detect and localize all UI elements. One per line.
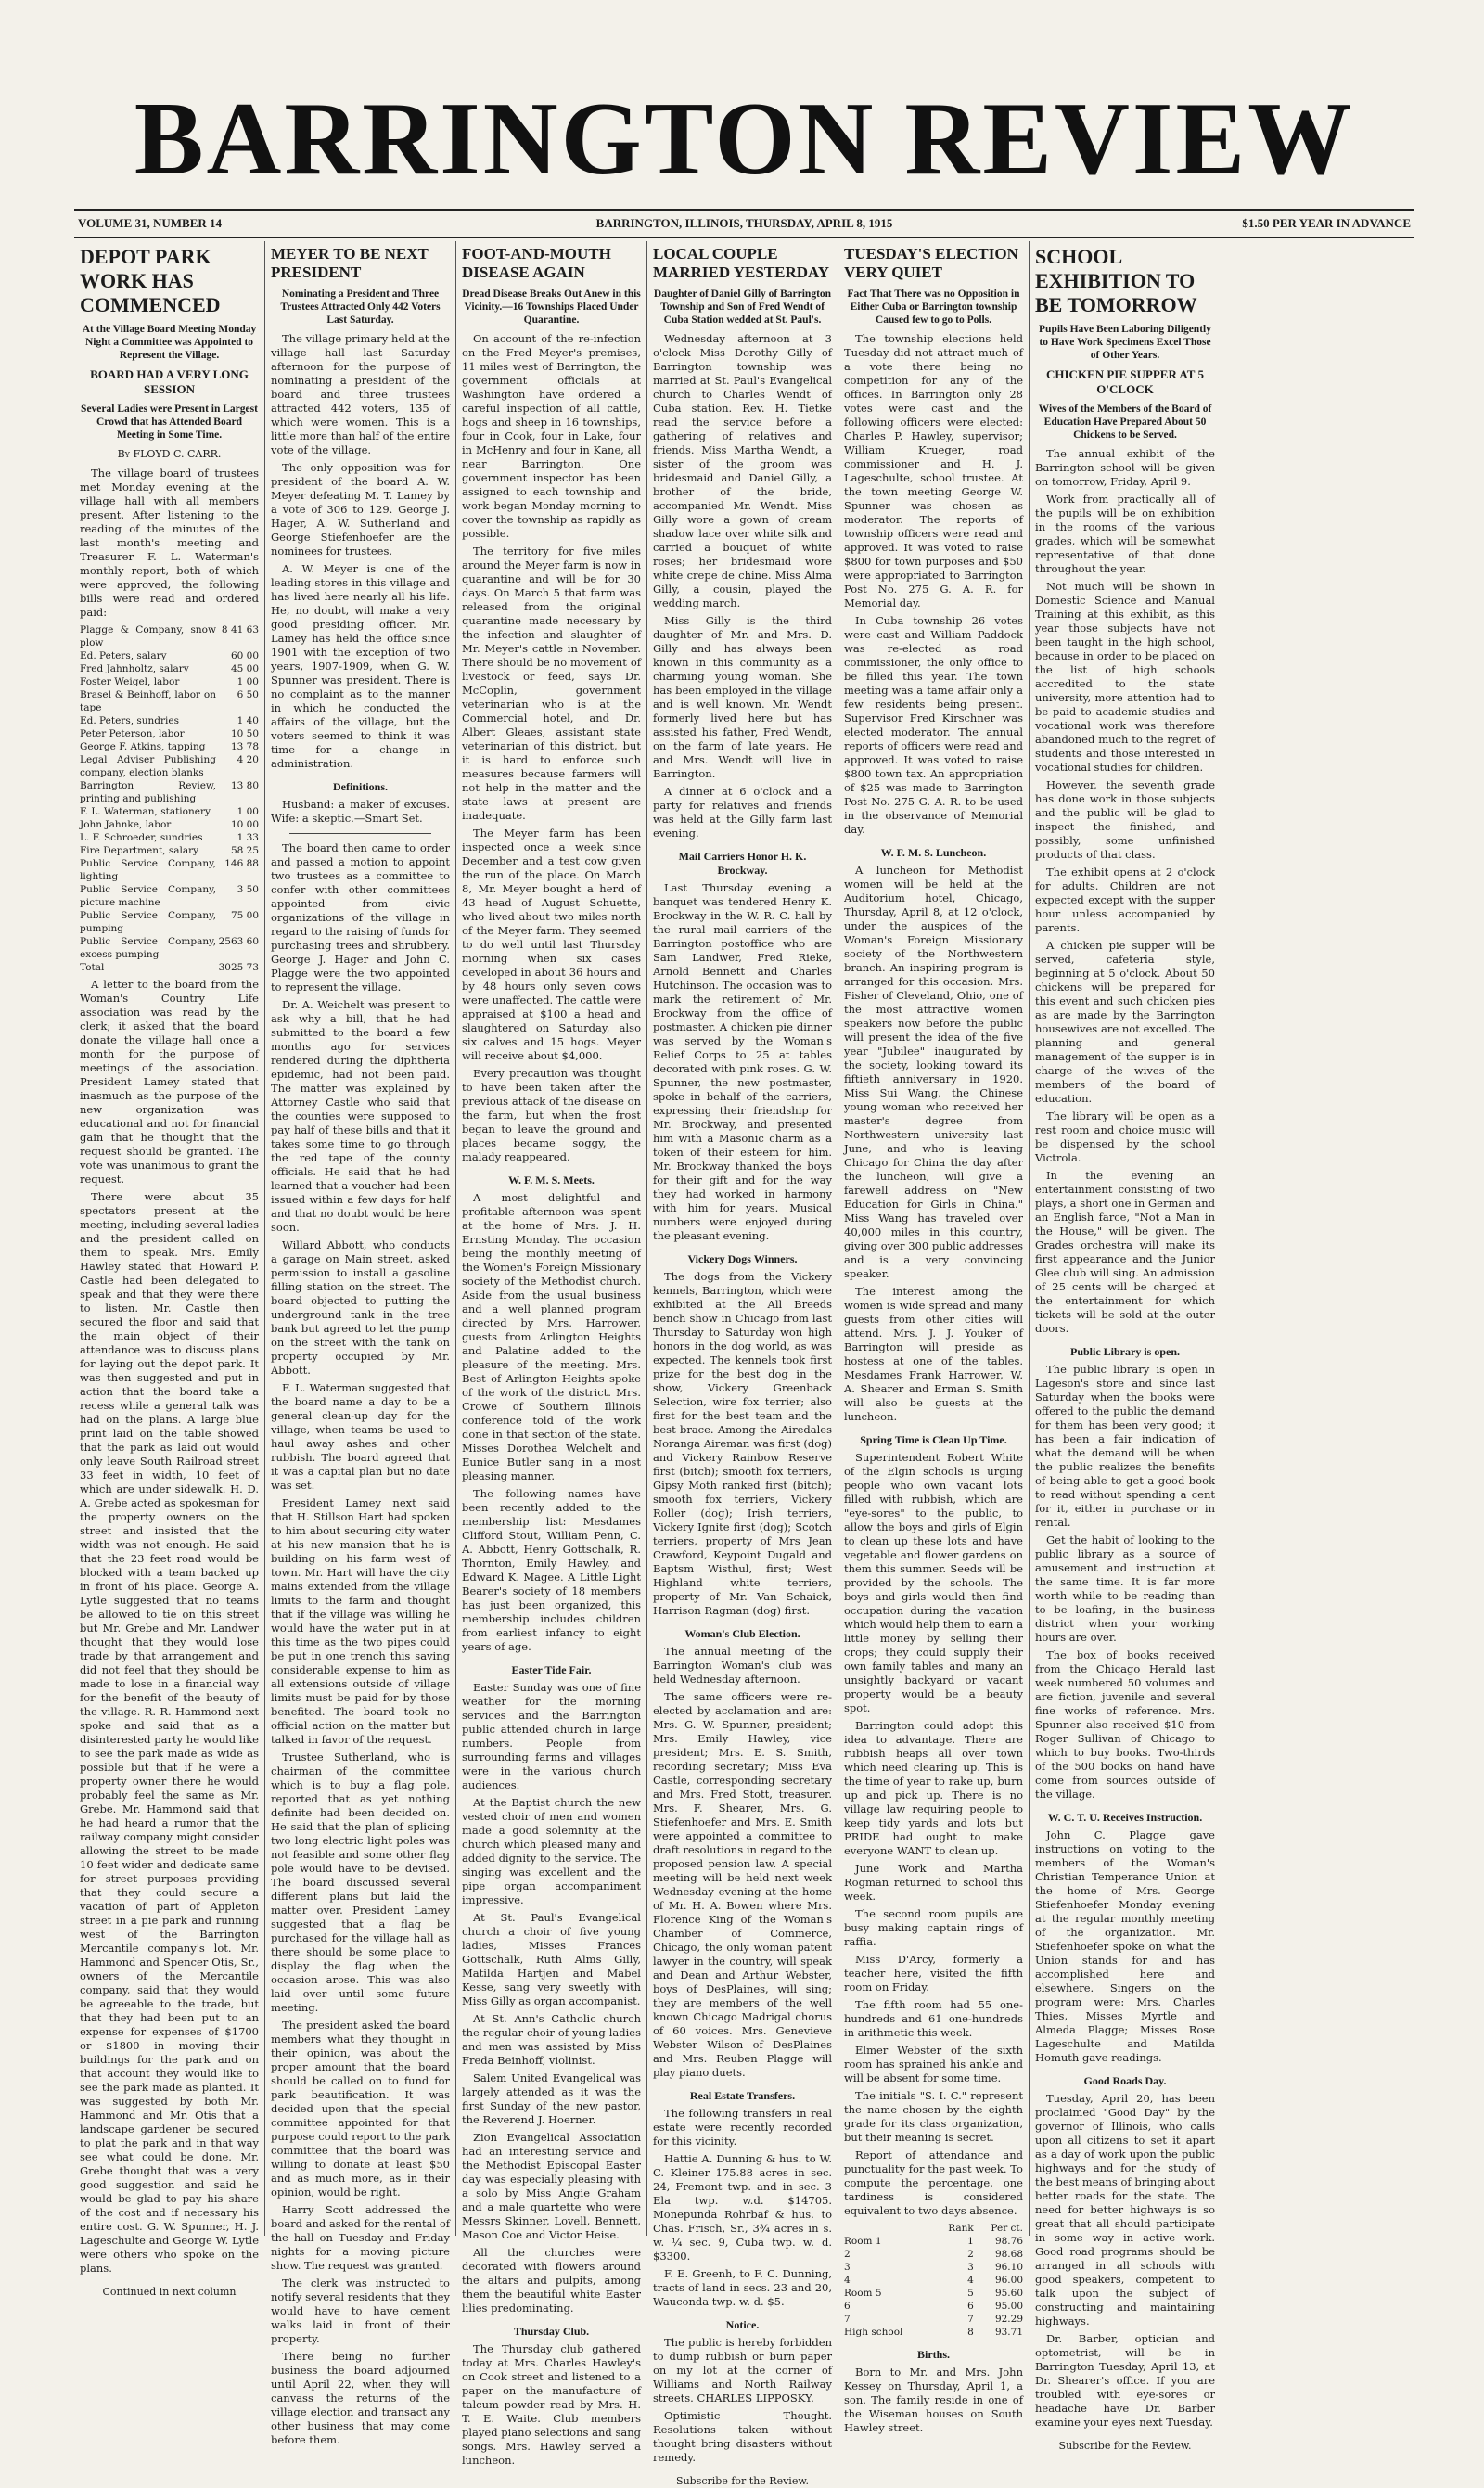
paragraph: Barrington could adopt this idea to advantage. There are rubbish heaps all over town which need clearing up. This is the time of year to rake up, burn up and pick up. There is no village law requiring people to keep tidy yards and lots but PRIDE had ought to make everyone WANT to clean up. bbox=[844, 1719, 1023, 1857]
paragraph: The annual meeting of the Barrington Woman's club was held Wednesday afternoon. bbox=[653, 1645, 832, 1686]
ledger-amount: 1 00 bbox=[237, 676, 259, 687]
paragraph: Trustee Sutherland, who is chairman of the committee which is to buy a flag pole, reported that as yet nothing definite had been decided on. He said that the plan of splicing two long electric light poles was not feasible and some other flag pole would have to be devised. The board discussed several different plans but laid the matter over. President Lamey suggested that a flag be purchased for the village hall as there should be some place to display the flag when the occasion arose. This was also laid over until some future meeting. bbox=[271, 1751, 450, 2014]
ledger-item: Plagge & Company, snow plow bbox=[80, 624, 216, 648]
ledger-row bbox=[80, 883, 259, 909]
ledger-item: Foster Weigel, labor bbox=[80, 676, 180, 687]
ledger-row bbox=[80, 675, 259, 688]
attendance-pct: 96.00 bbox=[994, 2275, 1023, 2286]
ledger-row bbox=[80, 909, 259, 935]
attendance-room: 7 bbox=[844, 2314, 851, 2325]
ledger-row bbox=[80, 727, 259, 740]
place-date: BARRINGTON, ILLINOIS, THURSDAY, APRIL 8, 1915 bbox=[595, 216, 893, 230]
table-row bbox=[844, 2326, 1023, 2339]
paragraph: The same officers were re-elected by acclamation and are: Mrs. G. W. Spunner, president; Mrs. Emily Hawley, vice president; Mrs. E. S. Smith, recording secretary; Miss Eva Castle, corresponding secretary and Mrs. Fred Stott, treasurer. Mrs. F. Shearer, Mrs. G. Stiefenhoefer and Mrs. E. Smith were appointed a committee to draft resolutions in regard to the proposed pension law. A special meeting will be held next week Wednesday evening at the home of Mr. H. A. Bowen where Mrs. Florence King of the Woman's Chamber of Commerce, Chicago, the only woman patent lawyer in the country, will speak and Dean and Arthur Webster, boys of DesPlaines, will sing; they are members of the well known Chicago Madrigal chorus of 60 voices. Mrs. Genevieve Webster Wilson of DesPlaines and Mrs. Reuben Plagge will play piano duets. bbox=[653, 1690, 832, 2079]
ledger-row bbox=[80, 779, 259, 805]
paragraph: Wednesday afternoon at 3 o'clock Miss Dorothy Gilly of Barrington township was married at St. Paul's Evangelical church to Charles Wendt of Cuba station. Rev. H. Tietke read the service before a gathering of relatives and friends. Miss Martha Wendt, a sister of the groom was bridesmaid and Daniel Gilly, a brother of the bride, accompanied Mr. Wendt. Miss Gilly wore a gown of cream shadow lace over white silk and carried a bouquet of white roses; her bridesmaid wore white crepe de chine. Miss Alma Gilly, a cousin, played the wedding march. bbox=[653, 332, 832, 609]
headline-depot-park: DEPOT PARK WORK HAS COMMENCED bbox=[80, 245, 221, 316]
paragraph: Optimistic Thought. Resolutions taken without thought bring disasters without remedy. bbox=[653, 2409, 832, 2464]
attendance-room: Room 1 bbox=[844, 2236, 882, 2247]
paragraph: The box of books received from the Chicago Herald last week numbered 50 volumes and are fiction, juvenile and several fine works of reference. Mrs. Spunner also received $10 from Roger Sullivan of Chicago to which to buy books. Two-thirds of the 500 books on hand have come from sources outside of the village. bbox=[1035, 1648, 1215, 1801]
deck-board-session: Several Ladies were Present in Largest Crowd that has Attended Board Meeting in Some Time. bbox=[81, 404, 258, 441]
paragraph: Elmer Webster of the sixth room has sprained his ankle and will be absent for some time. bbox=[844, 2044, 1023, 2084]
ledger-item: Public Service Company, pumping bbox=[80, 910, 216, 934]
paragraph: The dogs from the Vickery kennels, Barrington, which were exhibited at the All Breeds bench show in Chicago from last Thursday to Saturday won high honors in the dog world, as was expected. The kennels took first prize for the best dog in the show, Vickery Greenback Selection, wire fox terrier; also first for the best team and the best brace. Among the Airedales Noranga Aireman was first (dog) and Vickery Rainbow Reserve first (bitch); smooth fox terriers, Gipsy Moth ranked first (bitch); smooth fox terriers, Vickery Roller (dog); Irish terriers, Vickery Ignite first (dog); Scotch terriers, property of Mrs Jean Crawford, Keypoint Dugald and Baptsm Wisthul, first; West Highland white terriers, property of Mr. Van Schaick, Harrison Ragman (dog) first. bbox=[653, 1270, 832, 1617]
ledger-row bbox=[80, 714, 259, 727]
paragraph: On account of the re-infection on the Fred Meyer's premises, 11 miles west of Barrington, the government officials at Washington have ordered a careful inspection of all cattle, hogs and sheep in 16 townships, four in Cook, four in Lake, four in McHenry and four in Kane, all near Barrington. One government inspector has been assigned to each township and work began Monday morning to cover the township as rapidly as possible. bbox=[462, 332, 641, 540]
section-head-good-roads: Good Roads Day. bbox=[1083, 2074, 1167, 2087]
paragraph: Report of attendance and punctuality for the past week. To compute the percentage, one tardiness is considered equivalent to two days absence. bbox=[844, 2148, 1023, 2217]
continued-note: Continued in next column bbox=[102, 2286, 237, 2298]
paragraph: Last Thursday evening a banquet was tendered Henry K. Brockway in the W. R. C. hall by the rural mail carriers of the Barrington postoffice who are Sam Landwer, Fred Rieke, Arnold Bennett and Charles Hutchinson. The occasion was to mark the retirement of Mr. Brockway from the office of postmaster. A chicken pie dinner was served by the Woman's Relief Corps to 25 at tables decorated with pink roses. G. W. Spunner, the new postmaster, spoke in behalf of the carriers, expressing their friendship for Mr. Brockway, and presented him with a Masonic charm as a token of their esteem for him. Mr. Brockway thanked the boys for their gift and for the way they had worked in harmony with him for years. Musical numbers were enjoyed during the pleasant evening. bbox=[653, 881, 832, 1242]
paragraph: The exhibit opens at 2 o'clock for adults. Children are not expected except with the supper hour unless accompanied by parents. bbox=[1035, 866, 1215, 934]
attendance-rank: 5 bbox=[967, 2288, 974, 2299]
volume-number: VOLUME 31, NUMBER 14 bbox=[78, 216, 223, 230]
column-5 bbox=[838, 241, 1030, 2434]
deck-chicken-pie: Wives of the Members of the Board of Education Have Prepared About 50 Chickens to be Served. bbox=[1038, 404, 1212, 441]
paragraph: Hattie A. Dunning & hus. to W. C. Kleiner 175.88 acres in sec. 24, Fremont twp. and in sec. 3 Ela twp. w.d. $14705. Monepunda Rohrbaf & hus. to Chas. Frisch, Sr., 3¾ acres in s. w. ¼ sec. 9, Cuba twp. w. d. $3300. bbox=[653, 2152, 832, 2263]
attendance-room: High school bbox=[844, 2327, 903, 2338]
attendance-pct: 95.60 bbox=[994, 2288, 1023, 2299]
section-head-wfms-luncheon: W. F. M. S. Luncheon. bbox=[880, 846, 987, 859]
attendance-room: 3 bbox=[844, 2262, 851, 2273]
bills-ledger bbox=[80, 623, 259, 974]
deck-local-couple: Daughter of Daniel Gilly of Barrington Township and Son of Fred Wendt of Cuba Station wedded at St. Paul's. bbox=[653, 289, 832, 326]
section-head-vickery-dogs: Vickery Dogs Winners. bbox=[687, 1252, 798, 1265]
paragraph: The initials "S. I. C." represent the name chosen by the eighth grade for its class organization, but their meaning is secret. bbox=[844, 2089, 1023, 2144]
paragraph: The public library is open in Lageson's store and since last Saturday when the books were offered to the public the demand for them has been very good; it has been a fair indication of what the demand will be when the public realizes the benefits of being able to get a good book to read without spending a cent for it, either in purchase or in rental. bbox=[1035, 1363, 1215, 1529]
attendance-pct: 98.68 bbox=[994, 2249, 1023, 2260]
section-head-easter: Easter Tide Fair. bbox=[511, 1663, 592, 1676]
ledger-item: Peter Peterson, labor bbox=[80, 728, 185, 739]
attendance-rank: 3 bbox=[967, 2262, 974, 2273]
ledger-row bbox=[80, 857, 259, 883]
ledger-item: Fred Jahnholtz, salary bbox=[80, 663, 189, 674]
dateline-bar bbox=[74, 209, 1414, 238]
column-4 bbox=[647, 241, 838, 2487]
table-row bbox=[844, 2248, 1023, 2261]
attendance-rank: 8 bbox=[967, 2327, 974, 2338]
paragraph: A letter to the board from the Woman's Country Life association was read by the clerk; it asked that the board donate the village hall once a month for the purpose of meetings of the association. President Lamey stated that inasmuch as the purpose of the new organization was educational and not for financial gain that he thought that the request should be granted. The vote was unanimous to grant the request. bbox=[80, 978, 259, 1186]
subscribe-note: Subscribe for the Review. bbox=[676, 2475, 809, 2487]
ledger-item: John Jahnke, labor bbox=[80, 819, 172, 830]
paragraph: Born to Mr. and Mrs. John Kessey on Thursday, April 1, a son. The family reside in one of the Wiseman houses on South Hawley street. bbox=[844, 2366, 1023, 2434]
subhead-chicken-pie: CHICKEN PIE SUPPER AT 5 O'CLOCK bbox=[1046, 367, 1204, 396]
ledger-item: F. L. Waterman, stationery bbox=[80, 806, 211, 817]
paragraph: The township elections held Tuesday did not attract much of a vote there being no competition for any of the offices. In Barrington only 28 votes were cast and the following officers were elected: Charles P. Hawley, supervisor; William Krueger, road commissioner and H. J. Lageschulte, school trustee. At the town meeting George W. Spunner was chosen as moderator. The reports of township officers were read and approved. It was voted to raise $800 for town purposes and $50 were appropriated to Barrington Post No. 275 G. A. R. for Memorial day. bbox=[844, 332, 1023, 609]
ledger-item: Fire Department, salary bbox=[80, 845, 199, 856]
subhead-board-session: BOARD HAD A VERY LONG SESSION bbox=[90, 367, 249, 396]
ledger-row bbox=[80, 688, 259, 714]
deck-election: Fact That There was no Opposition in Either Cuba or Barrington township Caused few to go to Polls. bbox=[847, 289, 1020, 326]
paragraph: The second room pupils are busy making captain rings of raffia. bbox=[844, 1907, 1023, 1948]
table-row bbox=[844, 2300, 1023, 2313]
table-header-row bbox=[844, 2222, 1023, 2235]
newspaper-page bbox=[74, 19, 1414, 2487]
attendance-room: Room 5 bbox=[844, 2288, 882, 2299]
ledger-amount: 2563 60 bbox=[218, 936, 259, 947]
ledger-amount: 6 50 bbox=[237, 689, 259, 700]
table-row bbox=[844, 2287, 1023, 2300]
column-3 bbox=[456, 241, 647, 2467]
paragraph: The annual exhibit of the Barrington school will be given on tomorrow, Friday, April 9. bbox=[1035, 447, 1215, 488]
attendance-rank: 1 bbox=[967, 2236, 974, 2247]
subscription-price: $1.50 PER YEAR IN ADVANCE bbox=[1242, 216, 1411, 230]
table-row bbox=[844, 2313, 1023, 2326]
paragraph: A most delightful and profitable afternoon was spent at the home of Mrs. J. H. Ernsting Monday. The occasion being the monthly meeting of the Women's Foreign Missionary society of the Methodist church. Aside from the usual business and a well planned program directed by Mrs. Harrower, guests from Arlington Heights and Palatine added to the pleasure of the meeting. Mrs. Best of Arlington Heights spoke of the work of the district. Mrs. Crowe of Southern Illinois conference told of the work done in that section of the state. Misses Dorothea Welchelt and Eunice Butler sang in a most pleasing manner. bbox=[462, 1191, 641, 1482]
ledger-row bbox=[80, 805, 259, 818]
paragraph: The Meyer farm has been inspected once a week since December and a test cow given the run of the place. On March 8, Mr. Meyer bought a herd of 43 head of August Schuette, who lived about two miles north of the Meyer farm. They seemed to do well until last Thursday morning when six cases developed in about 36 hours and by 48 hours only seven cows were unaffected. The cattle were appraised at $100 a head and slaughtered on Saturday, also six calves and 15 hogs. Meyer will receive about $4,000. bbox=[462, 827, 641, 1062]
paragraph: President Lamey next said that H. Stillson Hart had spoken to him about securing city water at his new mansion that he is building on his farm west of town. Mr. Hart will have the city mains extended from the village limits to the farm and thought that if the village was willing he would have the water put in at this time as the two pipes could be put in one trench this saving considerable expense to him as all extensions outside of village limits must be paid for by those benefited. The board took no official action on the matter but talked in favor of the request. bbox=[271, 1496, 450, 1746]
paragraph: In the evening an entertainment consisting of two plays, a short one in German and an English farce, "Not a Man in the House," will be given. The Grades orchestra will make its first appearance and the Junior Glee club will sing. An admission of 25 cents will be charged at the entertainment for which tickets will be sold at the outer doors. bbox=[1035, 1169, 1215, 1335]
paragraph: There were about 35 spectators present at the meeting, including several ladies and the president called on them to speak. Mrs. Emily Hawley stated that Howard P. Castle had been delegated to speak and that they were there to listen. Mr. Castle then secured the floor and said that the main object of their attendance was to discuss plans for laying out the depot park. It was then suggested and put in action that the board take a recess while a general talk was had on the plans. A large blue print laid on the table showed that the park as laid out would only leave South Railroad street 33 feet in width, 10 feet of which are under sidewalk. H. D. A. Grebe acted as spokesman for the property owners on the street and insisted that the width was not enough. He said that the 23 feet road would be blocked with a team backed up in front of his place. George A. Lytle suggested that no teams be allowed to tie on this street but Mr. Grebe and Mr. Landwer thought that they would lose trade by that arrangement and did not feel that they should be made to lose in a financial way for the benefit of the beauty of the village. R. R. Hammond next spoke and said that as a disinterested party he would like to see the park made as wide as possible but that if he were a property owner there he would probably feel the same as Mr. Grebe. Mr. Hammond said that he had heard a rumor that the railway company might consider allowing the street to be made 10 feet wider and dedicate same for street purposes providing that they could secure a vacation of part of Appleton street in a pie park and running west of the Barrington Mercantile company's lot. Mr. Hammond and Spencer Otis, Sr., owners of the Mercantile company, said that they would be agreeable to the trade, but that they had been put to an expense for expenses of $1700 or $1800 in moving their buildings for the park and on that account they would like to see the park made as planted. It was suggested by both Mr. Hammond and Mr. Otis that a landscape gardener be secured to plat the park and in that way see what could be done. Mr. Grebe thought that was a very good suggestion and said he would be glad to pay his share of the cost and if necessary his entire cost. G. W. Spunner, H. J. Lageschulte and George W. Lytle were others who spoke on the plans. bbox=[80, 1190, 259, 2275]
ledger-row bbox=[80, 831, 259, 844]
paragraph: Miss D'Arcy, formerly a teacher here, visited the fifth room on Friday. bbox=[844, 1953, 1023, 1994]
attendance-rank: 2 bbox=[967, 2249, 974, 2260]
paragraph: The village board of trustees met Monday evening at the village hall with all members present. After listening to the reading of the minutes of the last month's meeting and Treasurer F. L. Waterman's monthly report, both of which were approved, the following bills were read and ordered paid: bbox=[80, 467, 259, 619]
paragraph: Get the habit of looking to the public library as a source of amusement and instruction at the same time. It is far more worth while to be reading than to be loafing, in the business district when your working hours are over. bbox=[1035, 1533, 1215, 1644]
section-head-wfms: W. F. M. S. Meets. bbox=[508, 1173, 595, 1186]
ledger-row bbox=[80, 753, 259, 779]
ledger-item: Public Service Company, lighting bbox=[80, 858, 216, 882]
ledger-row bbox=[80, 649, 259, 662]
ledger-amount: 58 25 bbox=[230, 845, 259, 856]
deck-foot-mouth: Dread Disease Breaks Out Anew in this Vicinity.—16 Townships Placed Under Quarantine. bbox=[462, 289, 641, 326]
paragraph: A dinner at 6 o'clock and a party for relatives and friends was held at the Gilly farm last evening. bbox=[653, 785, 832, 840]
section-head-spring-cleanup: Spring Time is Clean Up Time. bbox=[860, 1433, 1007, 1446]
ledger-row bbox=[80, 623, 259, 649]
ledger-amount: 3 50 bbox=[237, 884, 259, 895]
paragraph: June Work and Martha Rogman returned to school this week. bbox=[844, 1862, 1023, 1903]
paragraph: The territory for five miles around the Meyer farm is now in quarantine and will be for 30 days. On March 5 that farm was released from the original quarantine made necessary by the infection and slaughter of Mr. Meyer's cattle in November. There should be no movement of livestock or feed, says Dr. McCoplin, government veterinarian who is at the Commercial hotel, and Dr. Albert Gleaes, assistant state veterinarian of this district, but it is hard to enforce such measures because farmers will not help in the matter and the state laws at present are inadequate. bbox=[462, 545, 641, 822]
attendance-table bbox=[844, 2222, 1023, 2339]
ledger-amount: 60 00 bbox=[230, 650, 259, 661]
ledger-amount: 4 20 bbox=[237, 754, 259, 765]
paragraph: The library will be open as a rest room and choice music will be dispensed by the school Victrola. bbox=[1035, 1109, 1215, 1164]
ledger-item: George F. Atkins, tapping bbox=[80, 741, 206, 752]
paragraph: The only opposition was for president of the board A. W. Meyer defeating M. T. Lamey by a vote of 306 to 129. George J. Hager, A. W. Sutherland and George Stiefenhoefer are the nominees for trustees. bbox=[271, 461, 450, 558]
column-6 bbox=[1030, 241, 1221, 2452]
divider bbox=[289, 833, 431, 834]
attendance-rank: 4 bbox=[967, 2275, 974, 2286]
paragraph: The village primary held at the village hall last Saturday afternoon for the purpose of nominating a president of the board and three trustees attracted 442 voters, 135 of which were women. This is a little more than half of the entire vote of the village. bbox=[271, 332, 450, 456]
column-2 bbox=[265, 241, 456, 2446]
attendance-pct: 92.29 bbox=[994, 2314, 1023, 2325]
header-percent: Per ct. bbox=[991, 2223, 1023, 2234]
paragraph: Miss Gilly is the third daughter of Mr. and Mrs. D. Gilly and has always been known in this community as a charming young woman. She has been employed in the village and is well known. Mr. Wendt formerly lived here but has assisted his father, Fred Wendt, on the farm of late years. He and Mrs. Wendt will live in Barrington. bbox=[653, 614, 832, 780]
paragraph: At the Baptist church the new vested choir of men and women made a good solemnity at the church which pleased many and added dignity to the service. The singing was excellent and the pipe organ accompaniment impressive. bbox=[462, 1796, 641, 1906]
ledger-amount: 3025 73 bbox=[218, 962, 259, 973]
attendance-room: 2 bbox=[844, 2249, 851, 2260]
paragraph: At St. Paul's Evangelical church a choir of five young ladies, Misses Frances Gottschalk, Ruth Alms Gilly, Matilda Hartjen and Mabel Kesse, sang very sweetly with Miss Gilly as organ accompanist. bbox=[462, 1911, 641, 2007]
ledger-item: L. F. Schroeder, sundries bbox=[80, 832, 203, 843]
headline-foot-mouth: FOOT-AND-MOUTH DISEASE AGAIN bbox=[462, 245, 611, 281]
paragraph: Every precaution was thought to have been taken after the previous attack of the disease on the farm, but when the frost began to leave the ground and places became soggy, the malady reappeared. bbox=[462, 1067, 641, 1163]
ledger-item: Barrington Review, printing and publishing bbox=[80, 780, 216, 804]
paragraph: Easter Sunday was one of fine weather for the morning services and the Barrington public attended church in large numbers. People from surrounding farms and villages were in the various church audiences. bbox=[462, 1681, 641, 1791]
paragraph: F. E. Greenh, to F. C. Dunning, tracts of land in secs. 23 and 20, Wauconda twp. w. d. $5. bbox=[653, 2267, 832, 2308]
attendance-pct: 95.00 bbox=[994, 2301, 1023, 2312]
ledger-item: Brasel & Beinhoff, labor on tape bbox=[80, 689, 216, 713]
ledger-amount: 1 33 bbox=[237, 832, 259, 843]
section-head-womans-club: Woman's Club Election. bbox=[684, 1627, 800, 1640]
paragraph: Dr. Barber, optician and optometrist, will be in Barrington Tuesday, April 13, at Dr. Shearer's office. If you are troubled with eye-sores or headache have Dr. Barber examine your eyes next Tuesday. bbox=[1035, 2332, 1215, 2429]
section-head-mail-carriers: Mail Carriers Honor H. K. Brockway. bbox=[678, 850, 807, 877]
paragraph: All the churches were decorated with flowers around the altars and pulpits, among them the beautiful white Easter lilies predominating. bbox=[462, 2246, 641, 2315]
ledger-row bbox=[80, 740, 259, 753]
header-room bbox=[844, 2222, 934, 2235]
deck-meyer: Nominating a President and Three Trustees Attracted Only 442 Voters Last Saturday. bbox=[280, 289, 441, 326]
ledger-item: Ed. Peters, salary bbox=[80, 650, 167, 661]
headline-local-couple: LOCAL COUPLE MARRIED YESTERDAY bbox=[653, 245, 830, 281]
attendance-rank: 7 bbox=[967, 2314, 974, 2325]
ledger-item: Ed. Peters, sundries bbox=[80, 715, 179, 726]
header-rank: Rank bbox=[948, 2223, 974, 2234]
deck-depot-park: At the Village Board Meeting Monday Night a Committee was Appointed to Represent the Village. bbox=[82, 324, 257, 361]
paragraph: Tuesday, April 20, has been proclaimed "Good Day" by the governor of Illinois, who calls upon all citizens to set it apart as a day of work upon the public highways and for the study of the best means of bringing about better roads for the state. The need for better highways is so great that all should participate in some way in active work. Good road programs should be arranged in all schools with good speakers, competent to talk upon the subject of constructing and maintaining highways. bbox=[1035, 2092, 1215, 2328]
paragraph: Harry Scott addressed the board and asked for the rental of the hall on Tuesday and Friday nights for a moving picture show. The request was granted. bbox=[271, 2203, 451, 2272]
section-head-notice: Notice. bbox=[725, 2318, 760, 2331]
paragraph: In Cuba township 26 votes were cast and William Paddock was re-elected as road commissioner, the only office to be filled this year. The town meeting was a tame affair only a few residents being present. Supervisor Fred Kirschner was elected moderator. The annual reports of officers were read and approved. It was voted to raise $800 town tax. An appropriation of $25 was made to Barrington Post No. 275 G. A. R. to be used in the observance of Memorial day. bbox=[844, 614, 1023, 836]
attendance-room: 6 bbox=[844, 2301, 851, 2312]
paragraph: The public is hereby forbidden to dump rubbish or burn paper on my lot at the corner of Williams and North Railway streets. CHARLES LIPPOSKY. bbox=[653, 2336, 832, 2405]
ledger-item: Legal Adviser Publishing company, election blanks bbox=[80, 754, 216, 778]
section-head-wctu: W. C. T. U. Receives Instruction. bbox=[1047, 1811, 1203, 1824]
paragraph: Husband: a maker of excuses. Wife: a skeptic.—Smart Set. bbox=[271, 798, 450, 825]
table-row bbox=[844, 2235, 1023, 2248]
paragraph: At St. Ann's Catholic church the regular choir of young ladies and men was assisted by Miss Freda Beinhoff, violinist. bbox=[462, 2012, 641, 2067]
ledger-row bbox=[80, 961, 259, 974]
ledger-amount: 10 00 bbox=[230, 819, 259, 830]
paragraph: Superintendent Robert White of the Elgin schools is urging people who own vacant lots filled with rubbish, which are "eye-sores" to the public, to allow the boys and girls of Elgin to clean up these lots and have vegetable and flower gardens on them this summer. Seeds will be provided by the schools. The boys and girls would then find occupation during the vacation which would help them to earn a little money by selling their crops; they could supply their own family tables and many an unsightly backyard or vacant property would be a beauty spot. bbox=[844, 1451, 1023, 1714]
paragraph: Salem United Evangelical was largely attended as it was the first Sunday of the new pastor, the Reverend J. Hoerner. bbox=[462, 2071, 641, 2126]
attendance-rank: 6 bbox=[967, 2301, 974, 2312]
attendance-pct: 93.71 bbox=[994, 2327, 1023, 2338]
ledger-amount: 75 00 bbox=[230, 910, 259, 921]
paragraph: The following transfers in real estate were recently recorded for this vicinity. bbox=[653, 2107, 832, 2148]
section-head-births: Births. bbox=[916, 2348, 950, 2361]
attendance-pct: 96.10 bbox=[994, 2262, 1023, 2273]
article-columns bbox=[74, 241, 1414, 2487]
ledger-amount: 146 88 bbox=[224, 858, 259, 869]
ledger-item: Public Service Company, excess pumping bbox=[80, 936, 216, 960]
masthead-title: BARRINGTON REVIEW bbox=[134, 82, 1355, 197]
paragraph: F. L. Waterman suggested that the board name a day to be a general clean-up day for the village, when teams be used to haul away ashes and other rubbish. The board agreed that it was a capital plan but no date was set. bbox=[271, 1381, 450, 1492]
paragraph: A chicken pie supper will be served, cafeteria style, beginning at 5 o'clock. About 50 chickens will be prepared for this event and such chicken pies as are made by the Barrington housewives are not excelled. The planning and general management of the supper is in charge of the wives of the members of the board of education. bbox=[1035, 939, 1215, 1105]
paragraph: The following names have been recently added to the membership list: Mesdames Clifford Stout, William Penn, C. A. Abbott, Henry Gottschalk, R. Thornton, Emily Hawley, and Edward K. Magee. A Little Light Bearer's society of 18 members has just been organized, this membership includes children from earliest infancy to eight years of age. bbox=[462, 1487, 641, 1653]
paragraph: Dr. A. Weichelt was present to ask why a bill, that he had submitted to the board a few months ago for services rendered during the diphtheria epidemic, had not been paid. The matter was explained by Attorney Castle who said that the counties were supposed to pay half of these bills and that it takes some time to go through the red tape of the county officials. He said that he had learned that a voucher had been issued within a few days for half and that no doubt would be here soon. bbox=[271, 998, 450, 1234]
paragraph: John C. Plagge gave instructions on voting to the members of the Woman's Christian Temperance Union at the home of Mrs. George Stiefenhoefer Monday evening at the regular monthly meeting of the organization. Mr. Stiefenhoefer spoke on what the Union stands for and has accomplished here and elsewhere. Singers on the program were: Mrs. Charles Thies, Misses Myrtle and Almeda Plagge; Misses Rose Lageschulte and Matilda Homuth gave readings. bbox=[1035, 1828, 1215, 2064]
section-head-definitions: Definitions. bbox=[332, 780, 388, 793]
ledger-item: Total bbox=[80, 962, 105, 973]
ledger-amount: 8 41 63 bbox=[221, 624, 259, 635]
ledger-amount: 1 40 bbox=[237, 715, 259, 726]
paragraph: The president asked the board members what they thought in their opinion, was about the proper amount that the board should be called on to fund for park beautification. It was decided upon that the special committee appointed for that purpose could report to the park committee that the board was willing to donate at least $50 and as much more, as in their opinion, would be right. bbox=[271, 2019, 450, 2199]
attendance-pct: 98.76 bbox=[994, 2236, 1023, 2247]
ledger-amount: 13 80 bbox=[230, 780, 259, 791]
headline-school-exhibition: SCHOOL EXHIBITION TO BE TOMORROW bbox=[1035, 245, 1197, 316]
ledger-row bbox=[80, 935, 259, 961]
subscribe-note: Subscribe for the Review. bbox=[1058, 2440, 1192, 2452]
paragraph: The board then came to order and passed a motion to appoint two trustees as a committee to confer with other committees appointed from civic organizations of the village in regard to the raising of funds for purchasing trees and shrubbery. George J. Hager and John C. Plagge were the two appointed to represent the village. bbox=[271, 841, 450, 994]
paragraph: Not much will be shown in Domestic Science and Manual Training at this exhibit, as this year those subjects have not been taught in the high school, because in order to be placed on the list of high schools accredited to the state university, more attention had to be paid to academic studies and vocational work was therefore abandoned much to the regret of students and those interested in vocational studies for children. bbox=[1035, 580, 1215, 774]
paragraph: Zion Evangelical Association had an interesting service and the Methodist Episcopal Easter day was especially pleasing with a solo by Miss Angie Graham and a male quartette who were Messrs Skinner, Lovell, Bennett, Mason Coe and Victor Heise. bbox=[462, 2131, 641, 2241]
paragraph: The interest among the women is wide spread and many guests from other cities will attend. Mrs. J. J. Youker of Barrington will preside as hostess at one of the tables. Mesdames Frank Harrower, W. A. Shearer and Erman S. Smith will also be guests at the luncheon. bbox=[844, 1285, 1023, 1423]
paragraph: Willard Abbott, who conducts a garage on Main street, asked permission to install a gasoline filling station on the street. The board objected to putting the underground tank in the tree bank but agreed to let the pump on the street with the tank on property occupied by Mr. Abbott. bbox=[271, 1238, 450, 1377]
ledger-row bbox=[80, 844, 259, 857]
deck-school-exhibition: Pupils Have Been Laboring Diligently to Have Work Specimens Excel Those of Other Years. bbox=[1039, 324, 1211, 361]
column-1 bbox=[74, 241, 265, 2298]
paragraph: Work from practically all of the pupils will be on exhibition in the rooms of the various grades, which will be somewhat representative of that done throughout the year. bbox=[1035, 493, 1215, 575]
ledger-row bbox=[80, 818, 259, 831]
ledger-amount: 1 00 bbox=[237, 806, 259, 817]
section-head-real-estate: Real Estate Transfers. bbox=[689, 2089, 796, 2102]
attendance-room: 4 bbox=[844, 2275, 851, 2286]
ledger-amount: 10 50 bbox=[230, 728, 259, 739]
ledger-row bbox=[80, 662, 259, 675]
paragraph: The Thursday club gathered today at Mrs. Charles Hawley's on Cook street and listened to a paper on the manufacture of talcum powder read by Mrs. H. T. E. Waite. Club members played piano selections and sang songs. Mrs. Hawley served a luncheon. bbox=[462, 2342, 641, 2467]
paragraph: The fifth room had 55 one-hundreds and 61 one-hundreds in arithmetic this week. bbox=[844, 1998, 1023, 2039]
paragraph: The clerk was instructed to notify several residents that they would have to have cement walks laid in front of their property. bbox=[271, 2276, 450, 2345]
byline: By FLOYD C. CARR. bbox=[117, 448, 222, 460]
ledger-amount: 45 00 bbox=[230, 663, 259, 674]
ledger-amount: 13 78 bbox=[230, 741, 259, 752]
section-head-thursday-club: Thursday Club. bbox=[513, 2325, 590, 2338]
headline-election: TUESDAY'S ELECTION VERY QUIET bbox=[844, 245, 1018, 281]
paragraph: However, the seventh grade has done work in those subjects and the public will be glad to inspect the finished, and possibly, some unfinished products of that class. bbox=[1035, 778, 1215, 861]
headline-meyer: MEYER TO BE NEXT PRESIDENT bbox=[271, 245, 429, 281]
paragraph: There being no further business the board adjourned until April 22, when they will canvass the returns of the village election and transact any other business that may come before them. bbox=[271, 2350, 450, 2446]
section-head-public-library: Public Library is open. bbox=[1069, 1345, 1180, 1358]
ledger-item: Public Service Company, picture machine bbox=[80, 884, 216, 908]
paragraph: A. W. Meyer is one of the leading stores in this village and has lived here nearly all his life. He, no doubt, will make a very good presiding officer. Mr. Lamey has held the office since 1901 with the exception of two years, 1907-1909, when G. W. Spunner was president. There is no complaint as to the manner in which he conducted the affairs of the village, but the voters seemed to think it was time for a change in administration. bbox=[271, 562, 450, 770]
table-row bbox=[844, 2274, 1023, 2287]
table-row bbox=[844, 2261, 1023, 2274]
paragraph: A luncheon for Methodist women will be held at the Auditorium hotel, Chicago, Thursday, April 8, at 12 o'clock, under the auspices of the Woman's Foreign Missionary society of the Northwestern branch. An inspiring program is arranged for this occasion. Mrs. Fisher of Cleveland, Ohio, one of the most attractive women speakers now before the public will present the idea of the five year "Jubilee" inaugurated by the society, looking toward its fiftieth anniversary in 1920. Miss Sui Wang, the Chinese young woman who received her master's degree from Northwestern university last June, and who is leaving Chicago for China the day after the luncheon, will give a farewell address on "New Education for Girls in China." Miss Wang has traveled over 40,000 miles in this country, giving over 300 public addresses and is a very convincing speaker. bbox=[844, 864, 1023, 1280]
